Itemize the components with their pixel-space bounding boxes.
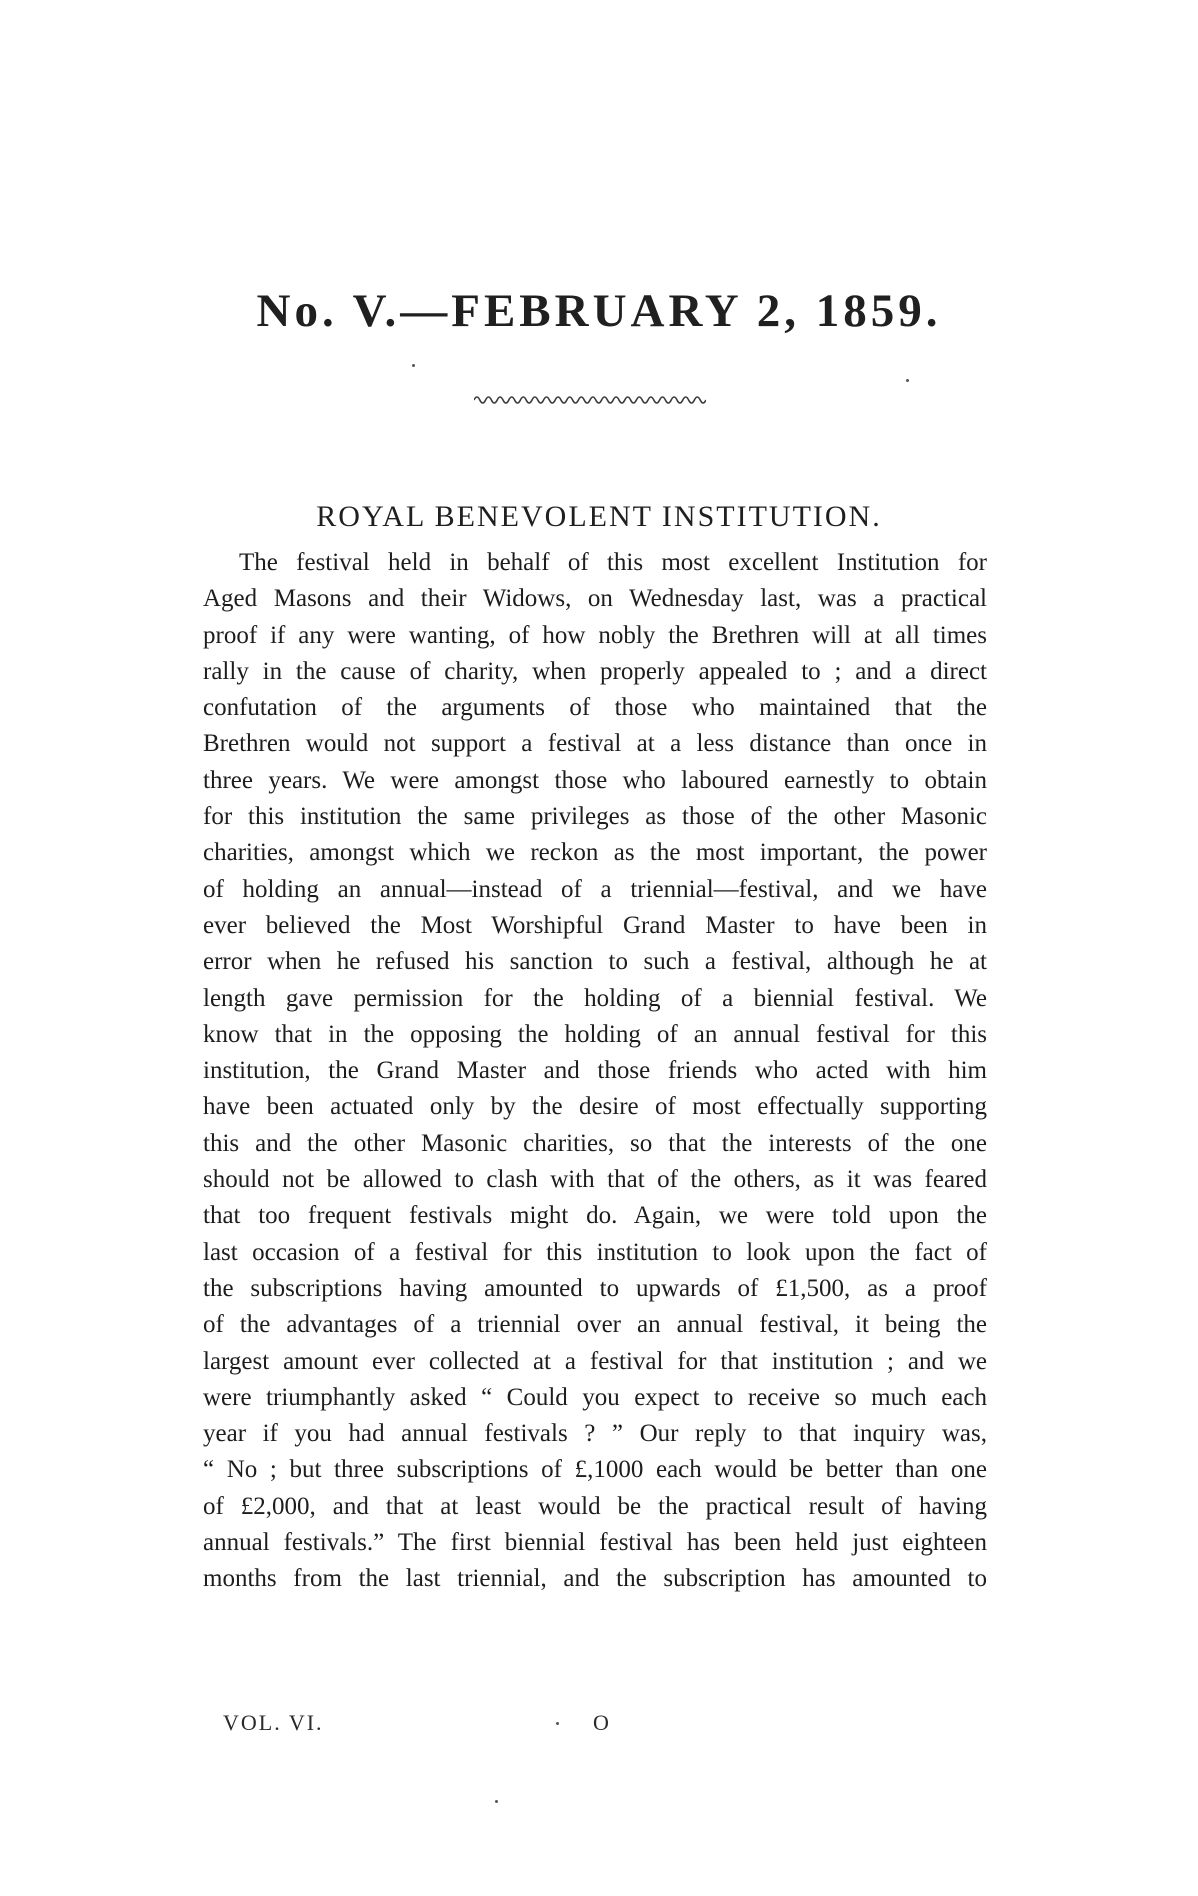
body-line: rally in the cause of charity, when properly appealed to ; and a direct [203, 657, 987, 685]
body-line: institution, the Grand Master and those friends who acted with him [203, 1057, 987, 1085]
wavy-rule-ornament [474, 393, 706, 407]
body-line: for this institution the same privileges as those of the other Masonic [203, 803, 987, 831]
body-line: of £2,000, and that at least would be the practical result of having [203, 1492, 987, 1520]
body-line: this and the other Masonic charities, so that the interests of the one [203, 1129, 987, 1157]
body-line: proof if any were wanting, of how nobly the Brethren will at all times [203, 621, 987, 649]
body-line: largest amount ever collected at a festival for that institution ; and we [203, 1347, 987, 1375]
body-line: of the advantages of a triennial over an annual festival, it being the [203, 1311, 987, 1339]
print-speck [556, 1722, 559, 1725]
signature-mark: O [593, 1710, 609, 1735]
print-speck [906, 379, 909, 382]
body-line: know that in the opposing the holding of an annual festival for this [203, 1020, 987, 1048]
page-footer [0, 1710, 1198, 1750]
body-line: error when he refused his sanction to such a festival, although he at [203, 948, 987, 976]
body-line: Aged Masons and their Widows, on Wednesday last, was a practical [203, 585, 987, 613]
print-speck [412, 364, 415, 367]
article-body [203, 545, 987, 1598]
print-speck [495, 1800, 498, 1803]
article-title: ROYAL BENEVOLENT INSTITUTION. [316, 500, 882, 533]
body-line: have been actuated only by the desire of most effectually supporting [203, 1093, 987, 1121]
body-line: last occasion of a festival for this institution to look upon the fact of [203, 1238, 987, 1266]
body-line: should not be allowed to clash with that of the others, as it was feared [203, 1166, 987, 1194]
body-line: Brethren would not support a festival at a less distance than once in [203, 730, 987, 758]
body-line: months from the last triennial, and the subscription has amounted to [203, 1565, 987, 1593]
body-line: confutation of the arguments of those who maintained that the [203, 694, 987, 722]
body-line: year if you had annual festivals ? ” Our reply to that inquiry was, [203, 1420, 987, 1448]
body-line: were triumphantly asked “ Could you expect to receive so much each [203, 1383, 987, 1411]
body-line: ever believed the Most Worshipful Grand Master to have been in [203, 911, 987, 939]
body-line: that too frequent festivals might do. Again, we were told upon the [203, 1202, 987, 1230]
body-line: The festival held in behalf of this most excellent Institution for [239, 549, 987, 576]
body-line: of holding an annual—instead of a triennial—festival, and we have [203, 875, 987, 903]
body-line: “ No ; but three subscriptions of £,1000 each would be better than one [203, 1456, 987, 1484]
body-line: annual festivals.” The first biennial festival has been held just eighteen [203, 1529, 987, 1557]
body-line: three years. We were amongst those who laboured earnestly to obtain [203, 766, 987, 794]
volume-label: VOL. VI. [223, 1710, 324, 1735]
body-line: charities, amongst which we reckon as the most important, the power [203, 839, 987, 867]
body-line: the subscriptions having amounted to upwards of £1,500, as a proof [203, 1274, 987, 1302]
body-line: length gave permission for the holding of a biennial festival. We [203, 984, 987, 1012]
issue-header: No. V.—FEBRUARY 2, 1859. [256, 285, 942, 337]
